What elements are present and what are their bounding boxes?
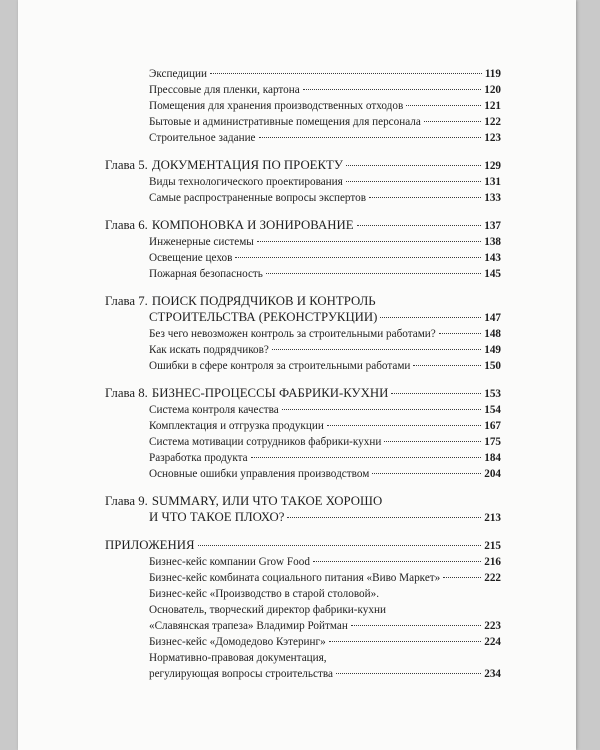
dot-leader — [257, 241, 481, 242]
dot-leader — [282, 409, 482, 410]
chapter-label: Глава 6. — [105, 218, 148, 232]
toc-entry[interactable] — [105, 634, 501, 650]
page-number: 223 — [484, 620, 501, 632]
dot-leader — [384, 441, 481, 442]
chapter-title — [149, 309, 377, 325]
page-number: 167 — [484, 420, 501, 432]
page-number: 184 — [484, 452, 501, 464]
toc-entry[interactable] — [105, 358, 501, 374]
toc-entry[interactable] — [105, 586, 501, 602]
toc-chapter — [105, 385, 501, 482]
toc-chapter — [105, 157, 501, 206]
toc-entry[interactable] — [105, 650, 501, 666]
toc-entry[interactable] — [105, 114, 501, 130]
toc-entry[interactable] — [105, 570, 501, 586]
entry-title: регулирующая вопросы строительства — [149, 668, 333, 680]
chapter-heading-row[interactable] — [105, 217, 501, 234]
page-number: 145 — [484, 268, 501, 280]
toc-chapter — [105, 493, 501, 526]
chapter-label: Глава 5. — [105, 158, 148, 172]
page-number: 215 — [484, 540, 501, 552]
chapter-label: Глава 8. — [105, 386, 148, 400]
page-number: 224 — [484, 636, 501, 648]
dot-leader — [327, 425, 481, 426]
toc-entry[interactable] — [105, 602, 501, 618]
dot-leader — [346, 165, 481, 166]
page-number: 121 — [484, 100, 501, 112]
dot-leader — [313, 561, 481, 562]
chapter-heading-text: ДОКУМЕНТАЦИЯ ПО ПРОЕКТУ — [151, 158, 343, 172]
page-number: 137 — [484, 220, 501, 232]
dot-leader — [369, 197, 481, 198]
toc-entry[interactable] — [105, 250, 501, 266]
entry-title: Помещения для хранения производственных отходов — [149, 100, 404, 112]
entry-title: Освещение цехов — [149, 252, 233, 264]
entry-title: Основатель, творческий директор фабрики-кухни — [149, 604, 386, 616]
chapter-heading-text: ПОИСК ПОДРЯДЧИКОВ И КОНТРОЛЬ — [151, 294, 376, 308]
page-number: 143 — [484, 252, 501, 264]
page-number: 147 — [484, 312, 501, 324]
page-number: 234 — [484, 668, 501, 680]
page-number: 148 — [484, 328, 501, 340]
book-page — [18, 0, 576, 750]
page-number: 150 — [484, 360, 501, 372]
entry-title: Прессовые для пленки, картона — [149, 84, 300, 96]
table-of-contents — [105, 66, 501, 682]
entry-title: Ошибки в сфере контроля за строительными работами — [149, 360, 411, 372]
dot-leader — [372, 473, 481, 474]
dot-leader — [235, 257, 481, 258]
chapter-title — [105, 493, 382, 509]
page-number: 153 — [484, 388, 501, 400]
entry-title: Бизнес-кейс комбината социального питания «Виво Маркет» — [149, 572, 441, 584]
entry-title: Нормативно-правовая документация, — [149, 652, 327, 664]
toc-entry[interactable] — [105, 666, 501, 682]
entry-title: Бизнес-кейс «Производство в старой столовой». — [149, 588, 380, 600]
toc-entry[interactable] — [105, 174, 501, 190]
page-number: 216 — [484, 556, 501, 568]
page-number: 133 — [484, 192, 501, 204]
dot-leader — [329, 641, 482, 642]
entry-title: Бытовые и административные помещения для персонала — [149, 116, 421, 128]
toc-entry[interactable] — [105, 98, 501, 114]
chapter-heading-text: SUMMARY, ИЛИ ЧТО ТАКОЕ ХОРОШО — [151, 494, 383, 508]
dot-leader — [406, 105, 481, 106]
page-number: 222 — [484, 572, 501, 584]
chapter-heading-text: И ЧТО ТАКОЕ ПЛОХО? — [149, 510, 285, 524]
chapter-heading-row[interactable] — [105, 385, 501, 402]
dot-leader — [346, 181, 481, 182]
page-number: 213 — [484, 512, 501, 524]
dot-leader — [413, 365, 481, 366]
dot-leader — [380, 317, 481, 318]
entry-title: Без чего невозможен контроль за строительными работами? — [149, 328, 436, 340]
toc-entry[interactable] — [105, 234, 501, 250]
dot-leader — [439, 333, 481, 334]
page-number: 129 — [484, 160, 501, 172]
chapter-heading-text: КОМПОНОВКА И ЗОНИРОВАНИЕ — [151, 218, 354, 232]
dot-leader — [391, 393, 481, 394]
entry-title: «Славянская трапеза» Владимир Ройтман — [149, 620, 348, 632]
chapter-label: Глава 7. — [105, 294, 148, 308]
page-number: 149 — [484, 344, 501, 356]
chapter-heading-text: СТРОИТЕЛЬСТВА (РЕКОНСТРУКЦИИ) — [149, 310, 378, 324]
toc-chapter — [105, 537, 501, 682]
toc-entry[interactable] — [105, 450, 501, 466]
page-number: 119 — [484, 68, 501, 80]
page-number: 138 — [484, 236, 501, 248]
dot-leader — [210, 73, 482, 74]
entry-title: Виды технологического проектирования — [149, 176, 343, 188]
chapter-title — [105, 293, 376, 309]
chapter-heading-row[interactable] — [105, 293, 501, 309]
entry-title: Система мотивации сотрудников фабрики-кухни — [149, 436, 382, 448]
entry-title: Строительное задание — [149, 132, 256, 144]
chapter-title — [105, 385, 388, 401]
chapter-heading-row[interactable] — [105, 537, 501, 554]
dot-leader — [272, 349, 481, 350]
dot-leader — [198, 545, 482, 546]
toc-entry[interactable] — [105, 466, 501, 482]
entry-title: Бизнес-кейс «Домодедово Кэтеринг» — [149, 636, 326, 648]
toc-entry[interactable] — [105, 434, 501, 450]
toc-entry[interactable] — [105, 402, 501, 418]
toc-entry[interactable] — [105, 326, 501, 342]
page-number: 122 — [484, 116, 501, 128]
toc-entry[interactable] — [105, 618, 501, 634]
dot-leader — [287, 517, 481, 518]
dot-leader — [303, 89, 481, 90]
dot-leader — [351, 625, 481, 626]
chapter-title — [105, 537, 195, 553]
page-number: 204 — [484, 468, 501, 480]
dot-leader — [251, 457, 482, 458]
dot-leader — [266, 273, 481, 274]
chapter-heading-row[interactable] — [105, 157, 501, 174]
entry-title: Комплектация и отгрузка продукции — [149, 420, 324, 432]
toc-entry[interactable] — [105, 190, 501, 206]
page-number: 123 — [484, 132, 501, 144]
page-number: 154 — [484, 404, 501, 416]
toc-chapter — [105, 217, 501, 282]
chapter-title — [105, 217, 354, 233]
page-number: 131 — [484, 176, 501, 188]
entry-title: Пожарная безопасность — [149, 268, 263, 280]
dot-leader — [259, 137, 482, 138]
dot-leader — [336, 673, 481, 674]
entry-title: Основные ошибки управления производством — [149, 468, 370, 480]
chapter-title — [105, 157, 343, 173]
chapter-heading-row[interactable] — [105, 493, 501, 509]
chapter-heading-text: БИЗНЕС-ПРОЦЕССЫ ФАБРИКИ-КУХНИ — [151, 386, 389, 400]
toc-entry[interactable] — [105, 554, 501, 570]
entry-title: Разработка продукта — [149, 452, 248, 464]
dot-leader — [443, 577, 481, 578]
entry-title: Бизнес-кейс компании Grow Food — [149, 556, 310, 568]
entry-title: Самые распространенные вопросы экспертов — [149, 192, 366, 204]
chapter-heading-row[interactable] — [105, 509, 501, 526]
toc-entry[interactable] — [105, 82, 501, 98]
dot-leader — [424, 121, 481, 122]
chapter-heading-row[interactable] — [105, 309, 501, 326]
chapter-label: Глава 9. — [105, 494, 148, 508]
entry-title: Система контроля качества — [149, 404, 279, 416]
toc-entry[interactable] — [105, 130, 501, 146]
toc-entry[interactable] — [105, 342, 501, 358]
toc-entry[interactable] — [105, 266, 501, 282]
toc-entry[interactable] — [105, 418, 501, 434]
dot-leader — [357, 225, 482, 226]
entry-title: Как искать подрядчиков? — [149, 344, 269, 356]
toc-chapter — [105, 66, 501, 146]
entry-title: Экспедиции — [149, 68, 207, 80]
chapter-heading-text: ПРИЛОЖЕНИЯ — [105, 538, 195, 552]
page-number: 120 — [484, 84, 501, 96]
toc-entry[interactable] — [105, 66, 501, 82]
chapter-title — [149, 509, 284, 525]
page-number: 175 — [484, 436, 501, 448]
toc-chapter — [105, 293, 501, 374]
entry-title: Инженерные системы — [149, 236, 254, 248]
